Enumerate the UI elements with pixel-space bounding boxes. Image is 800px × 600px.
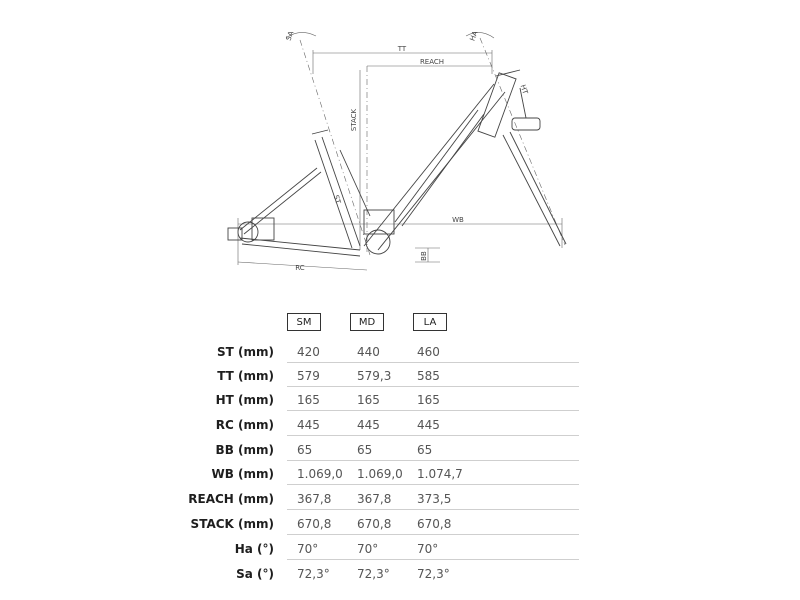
cell-sm: 367,8	[297, 492, 332, 506]
table-row	[0, 487, 800, 511]
cell-la: 65	[417, 443, 433, 457]
table-row	[0, 512, 800, 536]
cell-la: 670,8	[417, 517, 452, 531]
cell-sm: 65	[297, 443, 313, 457]
cell-md: 445	[357, 418, 380, 432]
table-row	[0, 462, 800, 486]
dimension-lines	[238, 29, 565, 270]
rc-label: RC	[295, 264, 305, 272]
row-label: ST (mm)	[217, 345, 274, 359]
row-divider	[287, 435, 579, 436]
table-row	[0, 438, 800, 462]
cell-md: 579,3	[357, 369, 392, 383]
cell-la: 1.074,7	[417, 467, 463, 481]
cell-sm: 420	[297, 345, 320, 359]
table-row	[0, 413, 800, 437]
cell-sm: 445	[297, 418, 320, 432]
row-divider	[287, 484, 579, 485]
ht-label: HT	[518, 83, 530, 96]
cell-la: 70°	[417, 542, 439, 556]
cell-md: 165	[357, 393, 380, 407]
cell-la: 165	[417, 393, 440, 407]
row-label: STACK (mm)	[190, 517, 274, 531]
row-label: Ha (°)	[234, 542, 274, 556]
cell-la: 585	[417, 369, 440, 383]
table-row	[0, 364, 800, 388]
row-divider	[287, 559, 579, 560]
cell-la: 460	[417, 345, 440, 359]
row-divider	[287, 362, 579, 363]
table-row	[0, 562, 800, 586]
stack-label: STACK	[350, 108, 358, 132]
row-label: TT (mm)	[217, 369, 274, 383]
size-header-sm: SM	[287, 313, 321, 331]
row-label: HT (mm)	[215, 393, 274, 407]
wb-label: WB	[452, 216, 464, 224]
row-label: WB (mm)	[211, 467, 274, 481]
reach-label: REACH	[419, 58, 445, 66]
table-row	[0, 340, 800, 364]
cell-sm: 165	[297, 393, 320, 407]
cell-sm: 1.069,0	[297, 467, 343, 481]
table-row	[0, 537, 800, 561]
row-divider	[287, 534, 579, 535]
cell-la: 373,5	[417, 492, 452, 506]
row-divider	[287, 509, 579, 510]
cell-md: 72,3°	[357, 567, 390, 581]
row-divider	[287, 386, 579, 387]
cell-sm: 579	[297, 369, 320, 383]
cell-sm: 72,3°	[297, 567, 330, 581]
cell-la: 445	[417, 418, 440, 432]
row-label: Sa (°)	[236, 567, 274, 581]
tt-label: TT	[397, 45, 407, 53]
bb-label: BB	[420, 251, 428, 261]
sa-label: SA	[284, 30, 296, 42]
cell-la: 72,3°	[417, 567, 450, 581]
cell-md: 65	[357, 443, 373, 457]
table-row	[0, 388, 800, 412]
row-label: BB (mm)	[215, 443, 274, 457]
row-label: RC (mm)	[215, 418, 274, 432]
ha-label: HA	[468, 29, 480, 43]
size-header-la: LA	[413, 313, 447, 331]
frame-tubes	[228, 70, 566, 256]
cell-md: 70°	[357, 542, 379, 556]
st-label: ST	[331, 193, 343, 205]
cell-md: 367,8	[357, 492, 392, 506]
size-header-md: MD	[350, 313, 384, 331]
row-divider	[287, 410, 579, 411]
cell-sm: 70°	[297, 542, 319, 556]
cell-md: 440	[357, 345, 380, 359]
row-divider	[287, 460, 579, 461]
cell-md: 1.069,0	[357, 467, 403, 481]
cell-md: 670,8	[357, 517, 392, 531]
cell-sm: 670,8	[297, 517, 332, 531]
row-label: REACH (mm)	[188, 492, 274, 506]
